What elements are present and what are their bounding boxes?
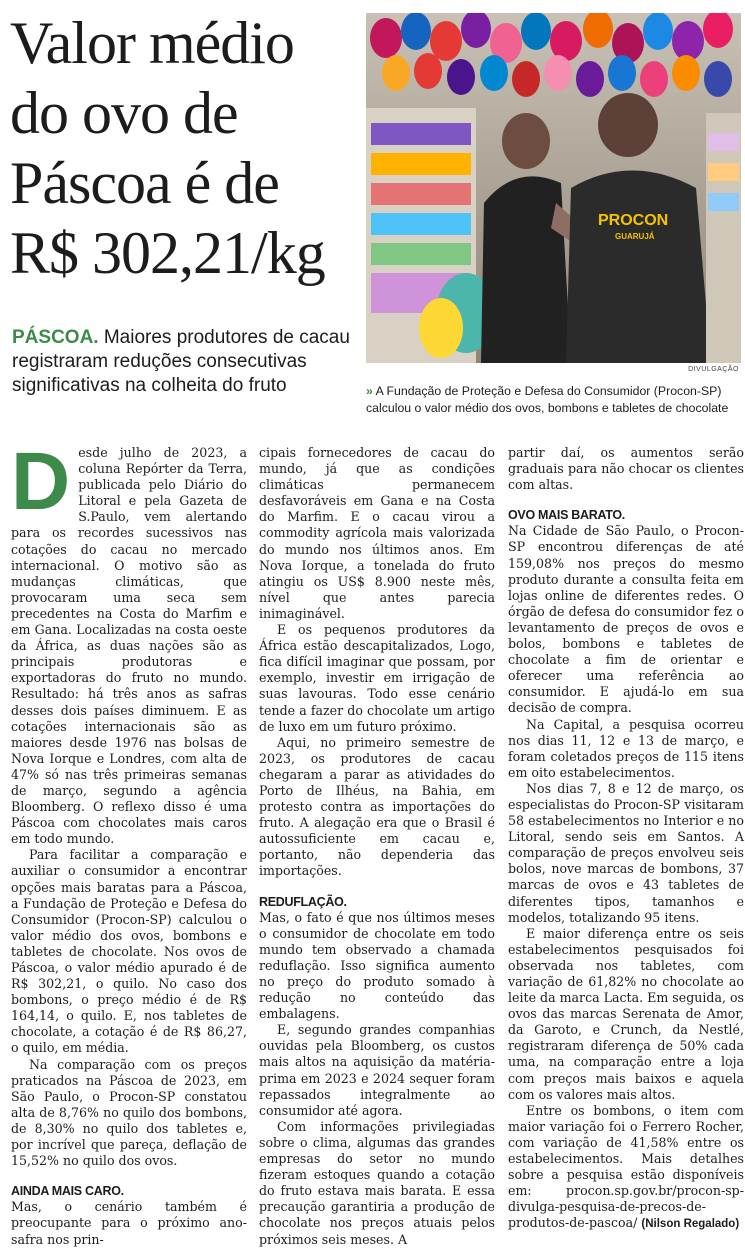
photo-credit: DIVULGAÇÃO bbox=[688, 366, 739, 373]
vest-subtext: GUARUJÁ bbox=[615, 232, 655, 241]
paragraph: Nos dias 7, 8 e 12 de março, os especialistas do Procon-SP visitaram 58 estabelecimentos no Interior e no Litoral, sendo seis em Santos. A comparação de preços envolveu seis bolos, nove marcas de bombons, 37 marcas de ovos e 43 tabletes de diferentes tipos, tamanhos e modelos, totalizando 95 itens. bbox=[508, 780, 744, 925]
photo-caption bbox=[366, 383, 741, 417]
deck-kicker: PÁSCOA. bbox=[12, 327, 99, 348]
subheading: AINDA MAIS CARO. bbox=[11, 1184, 124, 1199]
paragraph: E maior diferença entre os seis estabelecimentos pesquisados foi observada nos tabletes, com variação de 61,82% no chocolate ao leite da marca Lacta. Em seguida, os ovos das marcas Serenata de Amor, da Garoto, e Crunch, da Nestlé, registraram diferença de 50% cada uma, na comparação entre a loja com preços mais baixos e aquela com os valores mais altos. bbox=[508, 925, 745, 1102]
paragraph: E, segundo grandes companhias ouvidas pela Bloomberg, os custos mais altos na aquisição da matéria-prima em 2023 e 2024 sequer foram repassados integralmente ao consumidor até agora. bbox=[259, 1022, 495, 1118]
paragraph: Na comparação com os preços praticados na Páscoa de 2023, em São Paulo, o Procon-SP constatou alta de 8,76% no quilo dos bombons, de 8,30% no quilo dos tabletes e, por incrível que pareça, deflação de 15,52% no quilo dos ovos. bbox=[11, 1056, 247, 1169]
procon-inspectors-photo bbox=[366, 13, 741, 363]
deck-text: Maiores produtores de cacau registraram reduções consecutivas significativas na colheita do fruto bbox=[12, 327, 350, 396]
paragraph: Na Cidade de São Paulo, o Procon-SP encontrou diferenças de até 159,08% nos preços do mesmo produto durante a consulta feita em lojas online de diferentes redes. O órgão de defesa do consumidor fez o levantamento de preços de ovos e bolos, bombons e tabletes de chocolate a fim de orientar e oferecer uma referência ao consumidor. E ajudá-lo em sua decisão de compra. bbox=[508, 523, 744, 716]
paragraph: Com informações privilegiadas sobre o clima, algumas das grandes empresas do setor no mundo fizeram estoques quando a cotação do fruto estava mais barata. E essa precaução garantiria a produção de chocolate nos preços atuais pelos próximos seis meses. A bbox=[259, 1118, 495, 1247]
paragraph: Para facilitar a comparação e auxiliar o consumidor a encontrar opções mais baratas para a Páscoa, a Fundação de Proteção e Defesa do Consumidor (Procon-SP) calculou o valor médio dos ovos, bombons e tabletes de chocolate. Nos ovos de Páscoa, o valor médio apurado é de R$ 302,21, o quilo. No caso dos bombons, o preço médio é de R$ 164,14, o quilo. E, nos tabletes de chocolate, a cotação é de R$ 86,27, o quilo, em média. bbox=[11, 847, 247, 1056]
paragraph-text: esde julho de 2023, a coluna Repórter da Terra, publicada pelo Diário do Litoral e pela Gazeta de S.Paulo, vem alertando para os recordes sucessivos nas cotações do cacau no mercado internacional. O motivo são as mudanças climáticas, que provocaram uma seca sem precedentes na Costa do Marfim e em Gana. Localizadas na costa oeste da África, as duas nações são as principais produtoras e exportadoras do fruto no mundo. Resultado: há três anos as safras desses dois países diminuem. E as cotações internacionais são as maiores desde 1976 nas bolsas de Nova Iorque e Londres, com alta de 47% só nas três primeiras semanas de março, segundo a agência Bloomberg. O reflexo disso é uma Páscoa com chocolates mais caros em todo mundo. bbox=[11, 445, 247, 847]
article-column-3 bbox=[508, 445, 744, 1233]
paragraph: Mas, o cenário também é preocupante para o próximo ano-safra nos prin- bbox=[11, 1199, 247, 1247]
vest-text: PROCON bbox=[598, 212, 669, 229]
paragraph: Na Capital, a pesquisa ocorreu nos dias 11, 12 e 13 de março, e foram coletados preços de 115 itens em oito estabelecimentos. bbox=[508, 716, 744, 780]
news-photo bbox=[366, 13, 741, 363]
headline: Valor médio do ovo de Páscoa é de R$ 302,21/kg bbox=[10, 10, 325, 286]
caption-arrows-icon: » bbox=[366, 384, 373, 398]
paragraph: Aqui, no primeiro semestre de 2023, os produtores de cacau chegaram a parar as atividades do Porto de Ilhéus, na Bahia, em protesto contra as importações do fruto. A alegação era que o Brasil é autossuficiente em cacau e, portanto, não dependeria das importações. bbox=[259, 734, 495, 879]
paragraph: Mas, o fato é que nos últimos meses o consumidor de chocolate em todo mundo tem observado a chamada reduflação. Isso significa aumento no preço do produto somado à redução no conteúdo das embalagens. bbox=[259, 909, 495, 1022]
paragraph: cipais fornecedores de cacau do mundo, já que as condições climáticas permanecem desfavoráveis em Gana e na Costa do Marfim. E o cacau virou a commodity agrícola mais valorizada do mundo nos últimos anos. Em Nova Iorque, a tonelada do fruto atingiu os US$ 8.900 neste mês, nível que antes parecia inimaginável. bbox=[259, 445, 495, 621]
paragraph bbox=[11, 436, 247, 847]
paragraph: E os pequenos produtores da África estão descapitalizados, Logo, fica difícil imaginar que possam, por exemplo, investir em irrigação de suas lavouras. Todo esse cenário tende a fazer do chocolate um artigo de luxo em um futuro próximo. bbox=[259, 622, 495, 734]
article-column-1 bbox=[11, 436, 247, 1248]
article-column-2 bbox=[259, 445, 495, 1248]
deck bbox=[12, 326, 360, 398]
subheading: OVO MAIS BARATO. bbox=[508, 508, 625, 523]
paragraph: partir daí, os aumentos serão graduais para não chocar os clientes com altas. bbox=[508, 445, 744, 493]
caption-text: A Fundação de Proteção e Defesa do Consumidor (Procon-SP) calculou o valor médio dos ovos, bombons e tabletes de chocolate bbox=[366, 384, 729, 415]
subheading: REDUFLAÇÃO. bbox=[259, 894, 347, 909]
drop-cap: D bbox=[11, 436, 71, 527]
paragraph-text: Entre os bombons, o item com maior variação foi o Ferrero Rocher, com variação de 41,58% entre os estabelecimentos. Mais detalhes sobre a pesquisa estão disponíveis em: procon.sp.gov.br/procon-sp-divulga-pesquisa-de-precos-de-produtos-de-pascoa/ bbox=[508, 1102, 744, 1231]
paragraph bbox=[508, 1103, 744, 1233]
byline: (Nilson Regalado) bbox=[641, 1218, 740, 1231]
